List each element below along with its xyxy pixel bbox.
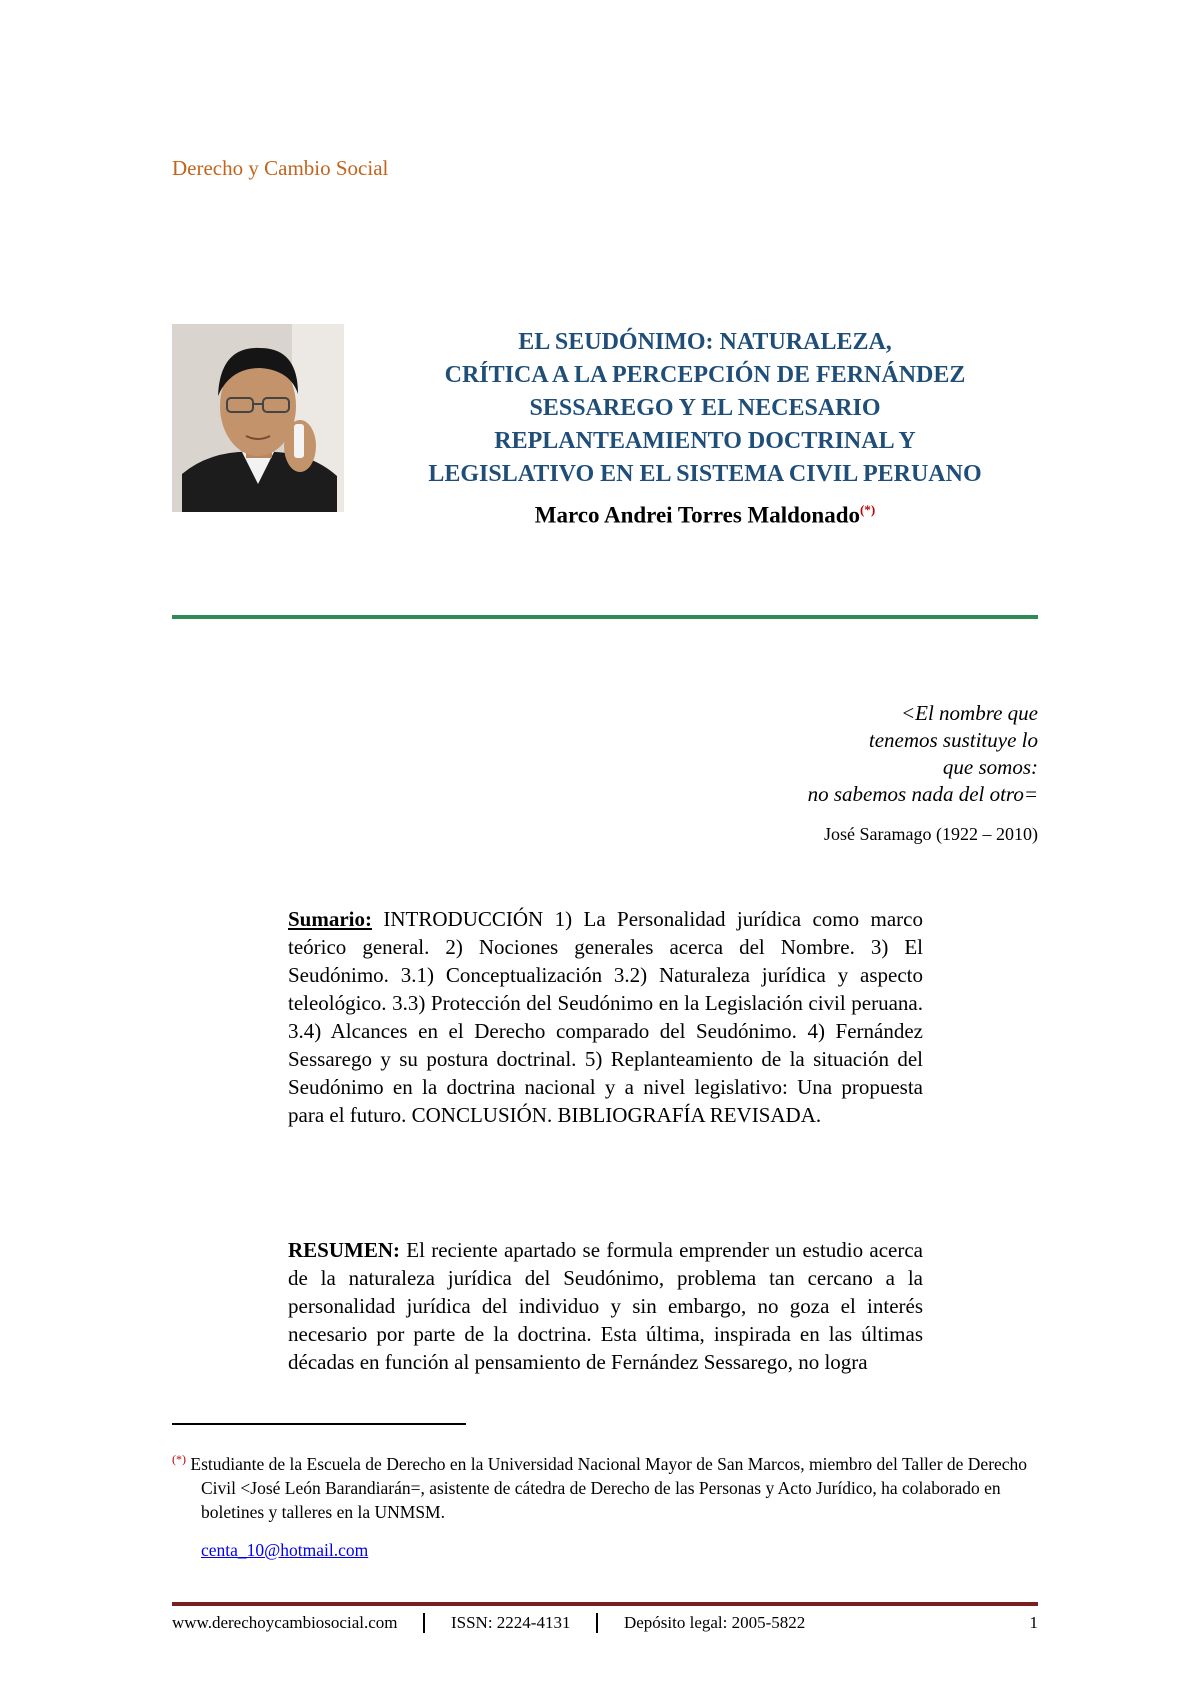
title-line: REPLANTEAMIENTO DOCTRINAL Y: [494, 428, 916, 454]
sumario-paragraph: [288, 905, 923, 1129]
author-name: Marco Andrei Torres Maldonado: [534, 502, 861, 528]
footer-divider: [172, 1602, 1038, 1606]
title-line: EL SEUDÓNIMO: NATURALEZA,: [518, 329, 892, 355]
footnote-divider: [172, 1423, 466, 1425]
author-portrait-image: [172, 324, 344, 512]
author-line: [360, 502, 1050, 529]
footnote-text: Estudiante de la Escuela de Derecho en la Universidad Nacional Mayor de San Marcos, miembro del Taller de Derecho Civil <José León Barandiarán=, asistente de cátedra de Derecho de las Personas y Acto Jurídico, ha colaborado en boletines y talleres en la UNMSM.: [186, 1453, 1028, 1522]
footer-separator: [596, 1613, 598, 1633]
footer-deposito: Depósito legal: 2005-5822: [623, 1613, 806, 1632]
epigraph-line: no sabemos nada del otro=: [807, 782, 1038, 806]
title-line: LEGISLATIVO EN EL SISTEMA CIVIL PERUANO: [428, 461, 982, 487]
epigraph-line: que somos:: [942, 755, 1038, 779]
resumen-paragraph: [288, 1236, 923, 1376]
footer-separator: [423, 1613, 425, 1633]
sumario-text: INTRODUCCIÓN 1) La Personalidad jurídica como marco teórico general. 2) Nociones generales acerca del Nombre. 3) El Seudónimo. 3.1) Conceptualización 3.2) Naturaleza jurídica y aspecto teleológico. 3.3) Protección del Seudónimo en la Legislación civil peruana. 3.4) Alcances en el Derecho comparado del Seudónimo. 4) Fernández Sessarego y su postura doctrinal. 5) Replanteamiento de la situación del Seudónimo en la doctrina nacional y a nivel legislativo: Una propuesta para el futuro. CONCLUSIÓN. BIBLIOGRAFÍA REVISADA.: [288, 907, 923, 1127]
article-title: [360, 326, 1050, 491]
author-footnote-mark[interactable]: (*): [860, 502, 876, 517]
resumen-label: RESUMEN:: [288, 1238, 401, 1262]
page-footer: [172, 1613, 1038, 1633]
title-line: CRÍTICA A LA PERCEPCIÓN DE FERNÁNDEZ: [444, 362, 966, 388]
author-photo: [172, 324, 344, 512]
epigraph-quote: [808, 700, 1038, 808]
footer-website[interactable]: www.derechoycambiosocial.com: [172, 1613, 398, 1632]
epigraph-line: tenemos sustituye lo: [868, 728, 1038, 752]
footnote-mark: (*): [172, 1452, 186, 1466]
title-line: SESSAREGO Y EL NECESARIO: [529, 395, 881, 421]
page-number: 1: [1029, 1613, 1038, 1632]
epigraph-line: <El nombre que: [900, 701, 1038, 725]
author-email-link[interactable]: centa_10@hotmail.com: [201, 1539, 369, 1560]
sumario-label: Sumario:: [288, 907, 372, 931]
footer-issn: ISSN: 2224-4131: [450, 1613, 571, 1632]
journal-name: Derecho y Cambio Social: [172, 156, 389, 180]
epigraph-author: José Saramago (1922 – 2010): [824, 824, 1038, 844]
resumen-text: El reciente apartado se formula emprender un estudio acerca de la naturaleza jurídica del Seudónimo, problema tan cercano a la personalidad jurídica del individuo y sin embargo, no goza el interés necesario por parte de la doctrina. Esta última, inspirada en las últimas décadas en función al pensamiento de Fernández Sessarego, no logra: [288, 1238, 923, 1374]
footnote-body: [172, 1447, 1038, 1524]
section-divider: [172, 615, 1038, 619]
footnote: [172, 1447, 1038, 1562]
